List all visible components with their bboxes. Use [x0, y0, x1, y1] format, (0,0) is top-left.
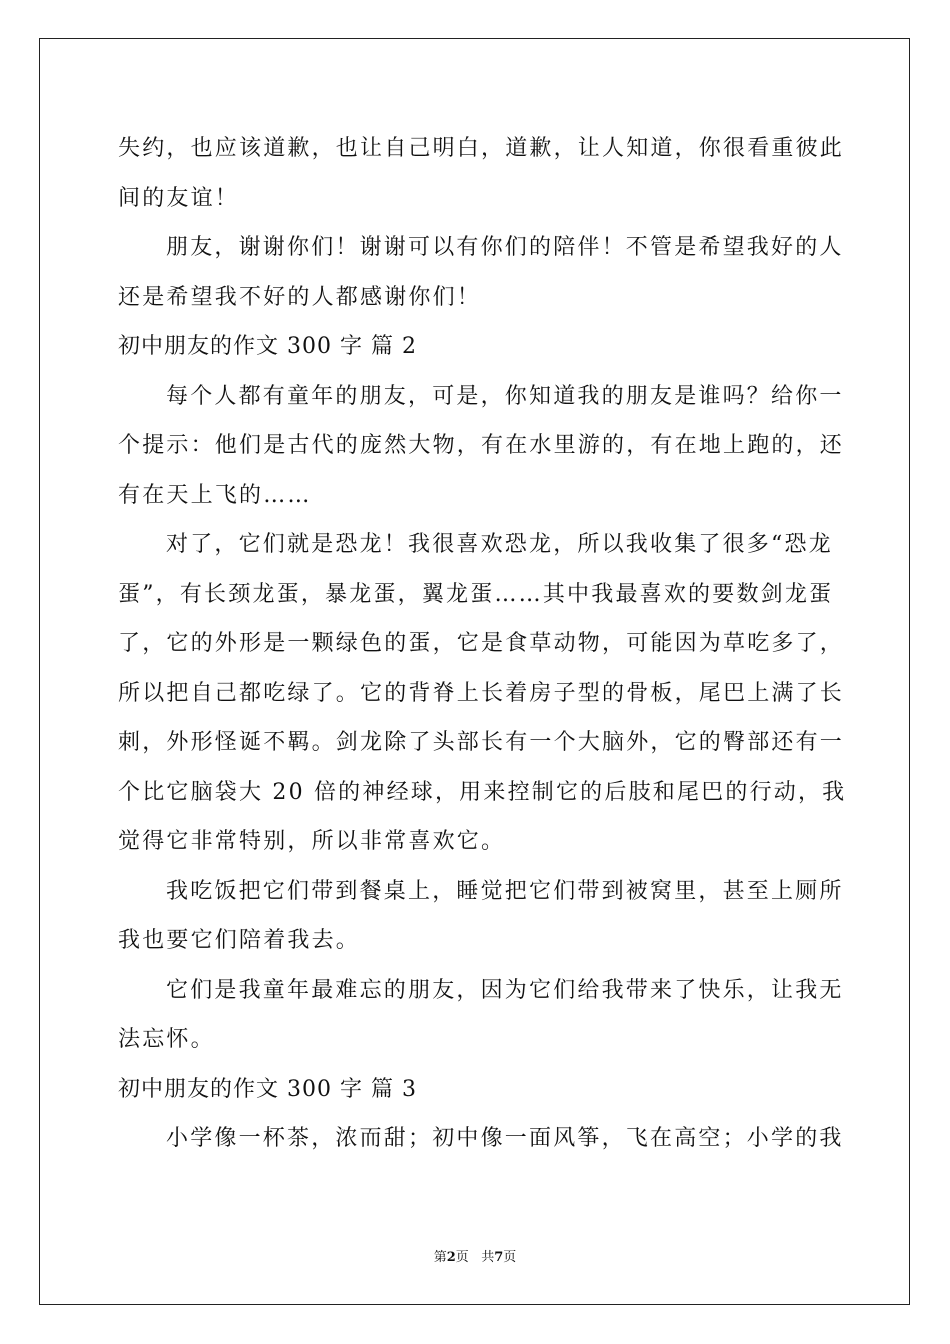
page-footer: [0, 1246, 950, 1265]
text-line: 还是希望我不好的人都感谢你们！: [118, 284, 482, 310]
text-line: 我也要它们陪着我去。: [118, 928, 361, 953]
text-line: 有在天上飞的……: [118, 482, 312, 508]
footer-page-suffix: 页: [455, 1250, 469, 1265]
document-body: [118, 124, 847, 1164]
text-line: 蛋”，有长颈龙蛋，暴龙蛋，翼龙蛋……其中我最喜欢的要数剑龙蛋: [118, 581, 834, 607]
text-line: 朋友，谢谢你们！谢谢可以有你们的陪伴！不管是希望我好的人: [166, 235, 844, 260]
text-line: 间的友谊！: [118, 185, 240, 211]
text-line: 它们是我童年最难忘的朋友，因为它们给我带来了快乐，让我无: [166, 977, 844, 1003]
footer-total-number: 7: [494, 1250, 504, 1265]
text-line: 觉得它非常特别，所以非常喜欢它。: [118, 829, 506, 854]
text-line: 所以把自己都吃绿了。它的背脊上长着房子型的骨板，尾巴上满了长: [118, 680, 845, 706]
footer-page-prefix: 第: [433, 1250, 447, 1265]
footer-page-number: 2: [446, 1250, 456, 1265]
text-line: 个提示：他们是古代的庞然大物，有在水里游的，有在地上跑的，还: [118, 433, 845, 458]
text-line: 了，它的外形是一颗绿色的蛋，它是食草动物，可能因为草吃多了，: [118, 631, 845, 656]
text-line: 每个人都有童年的朋友，可是，你知道我的朋友是谁吗？给你一: [166, 383, 844, 409]
text-line: 小学像一杯茶，浓而甜；初中像一面风筝，飞在高空；小学的我: [166, 1126, 844, 1151]
text-line: 我吃饭把它们带到餐桌上，睡觉把它们带到被窝里，甚至上厕所: [166, 878, 844, 904]
text-line: 刺，外形怪诞不羁。剑龙除了头部长有一个大脑外，它的臀部还有一: [118, 730, 845, 755]
text-line: 法忘怀。: [118, 1027, 215, 1052]
footer-total-prefix: 共: [481, 1250, 495, 1265]
footer-total-suffix: 页: [503, 1250, 517, 1265]
text-line: 对了，它们就是恐龙！我很喜欢恐龙，所以我收集了很多“恐龙: [166, 532, 833, 557]
text-line: 失约，也应该道歉，也让自己明白，道歉，让人知道，你很看重彼此: [118, 136, 845, 161]
text-line: 个比它脑袋大 20 倍的神经球，用来控制它的后肢和尾巴的行动，我: [118, 779, 847, 805]
section-heading: 初中朋友的作文 300 字 篇 2: [118, 334, 417, 359]
section-heading: 初中朋友的作文 300 字 篇 3: [118, 1076, 417, 1102]
